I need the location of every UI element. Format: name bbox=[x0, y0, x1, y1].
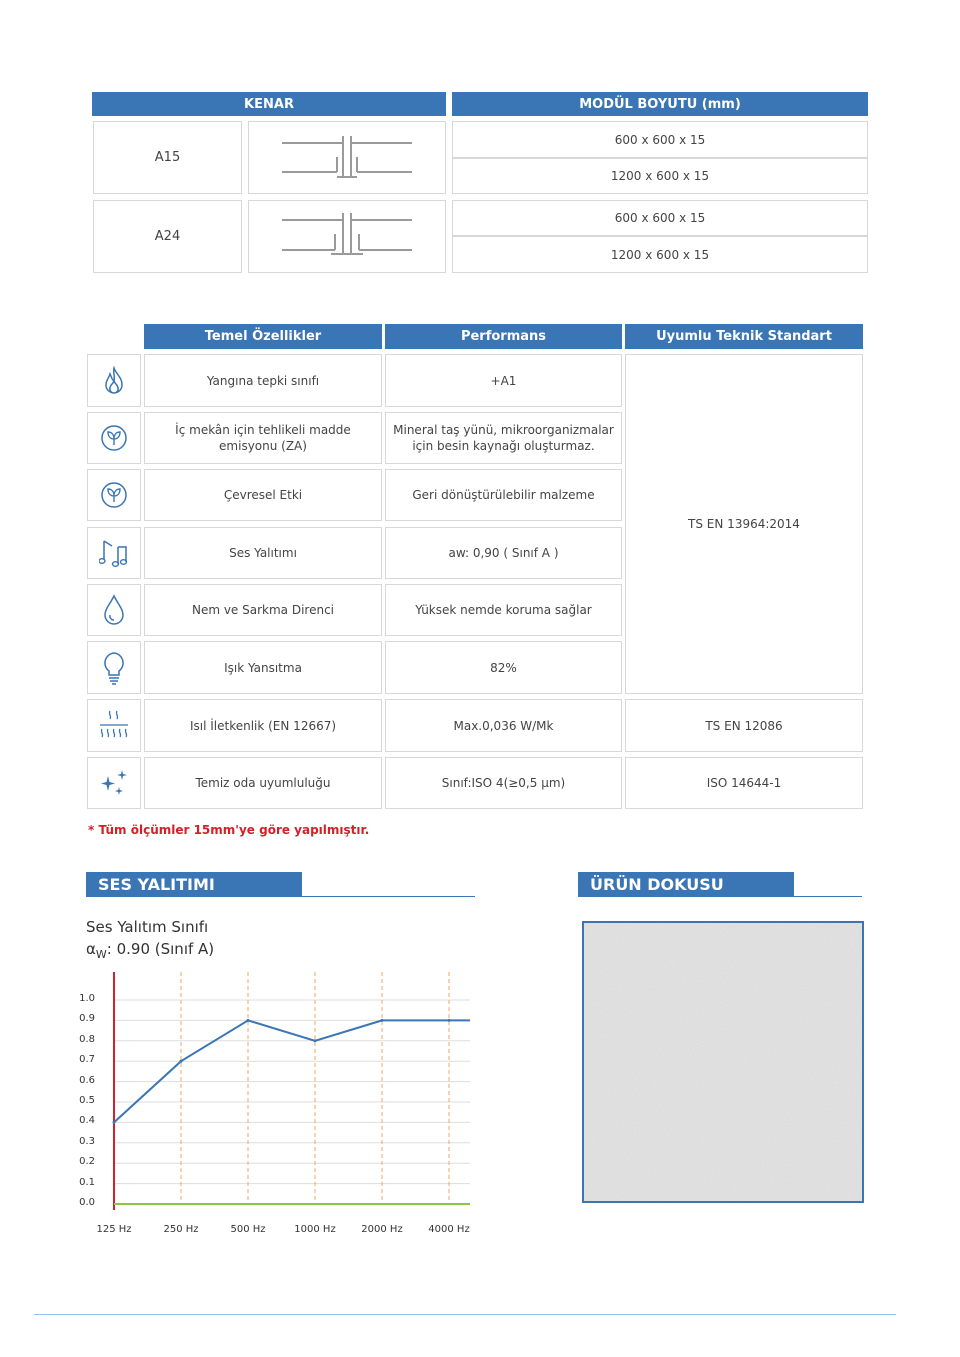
y-tick-label: 0.0 bbox=[79, 1197, 95, 1208]
texture-section-title: ÜRÜN DOKUSU bbox=[578, 872, 794, 896]
spec-property: Isıl İletkenlik (EN 12667) bbox=[144, 699, 382, 752]
x-tick-label: 1000 Hz bbox=[294, 1224, 336, 1235]
alpha-subscript: W bbox=[95, 948, 107, 961]
data-point bbox=[381, 1019, 384, 1022]
light-bulb-icon bbox=[102, 651, 126, 685]
x-tick-label: 250 Hz bbox=[163, 1224, 199, 1235]
spec-icon-cell bbox=[87, 527, 141, 579]
spec-performance: Yüksek nemde koruma sağlar bbox=[385, 584, 622, 636]
product-texture-image bbox=[582, 921, 864, 1203]
spec-icon-cell bbox=[87, 354, 141, 407]
alpha-value bbox=[86, 940, 214, 961]
spec-performance: +A1 bbox=[385, 354, 622, 407]
spec-property: Temiz oda uyumluluğu bbox=[144, 757, 382, 809]
a24-profile-drawing bbox=[248, 200, 446, 273]
spec-property: Nem ve Sarkma Direnci bbox=[144, 584, 382, 636]
alpha-symbol: α bbox=[86, 940, 96, 958]
performance-header: Performans bbox=[385, 324, 622, 349]
standard-header: Uyumlu Teknik Standart bbox=[625, 324, 863, 349]
measurement-footnote: * Tüm ölçümler 15mm'ye göre yapılmıştır. bbox=[88, 823, 370, 837]
y-tick-label: 0.6 bbox=[79, 1074, 95, 1086]
flame-icon bbox=[100, 366, 128, 396]
sparkle-icon bbox=[98, 768, 130, 798]
a15-profile-drawing bbox=[248, 121, 446, 194]
data-point bbox=[448, 1019, 451, 1022]
data-point bbox=[314, 1039, 317, 1042]
data-point bbox=[247, 1019, 250, 1022]
a24-size-1: 600 x 600 x 15 bbox=[452, 200, 868, 236]
spec-icon-cell bbox=[87, 584, 141, 636]
y-tick-label: 1.0 bbox=[79, 993, 95, 1004]
sound-section-underline bbox=[86, 896, 475, 897]
data-point bbox=[180, 1060, 183, 1063]
a15-size-2: 1200 x 600 x 15 bbox=[452, 158, 868, 194]
music-note-icon bbox=[99, 538, 129, 568]
spec-icon-cell bbox=[87, 469, 141, 521]
edge-type-a24: A24 bbox=[93, 200, 242, 273]
spec-performance: aw: 0,90 ( Sınıf A ) bbox=[385, 527, 622, 579]
sound-class-label: Ses Yalıtım Sınıfı bbox=[86, 918, 209, 936]
water-drop-icon bbox=[102, 594, 126, 626]
spec-property: Işık Yansıtma bbox=[144, 641, 382, 694]
spec-performance: Mineral taş yünü, mikroorganizmalar için besin kaynağı oluşturmaz. bbox=[385, 412, 622, 464]
sound-section-title: SES YALITIMI bbox=[86, 872, 302, 896]
y-tick-label: 0.7 bbox=[79, 1054, 95, 1066]
a24-profile-icon bbox=[277, 212, 417, 262]
y-tick-label: 0.4 bbox=[79, 1115, 95, 1127]
a15-size-1: 600 x 600 x 15 bbox=[452, 121, 868, 158]
spec-performance: Sınıf:ISO 4(≥0,5 µm) bbox=[385, 757, 622, 809]
spec-icon-cell bbox=[87, 757, 141, 809]
spec-property: Çevresel Etki bbox=[144, 469, 382, 521]
texture-section-underline bbox=[578, 896, 862, 897]
y-tick-label: 0.2 bbox=[79, 1156, 95, 1168]
a15-profile-icon bbox=[277, 133, 417, 183]
spec-icon-cell bbox=[87, 641, 141, 694]
spec-performance: Geri dönüştürülebilir malzeme bbox=[385, 469, 622, 521]
spec-icon-cell bbox=[87, 412, 141, 464]
spec-performance: Max.0,036 W/Mk bbox=[385, 699, 622, 752]
y-tick-label: 0.9 bbox=[79, 1013, 95, 1025]
y-tick-label: 0.5 bbox=[79, 1095, 95, 1106]
x-tick-label: 500 Hz bbox=[230, 1224, 266, 1235]
a24-size-2: 1200 x 600 x 15 bbox=[452, 236, 868, 273]
y-tick-label: 0.8 bbox=[79, 1033, 95, 1045]
alpha-class-text: : 0.90 (Sınıf A) bbox=[106, 940, 215, 958]
spec-performance: 82% bbox=[385, 641, 622, 694]
y-tick-label: 0.1 bbox=[79, 1176, 95, 1188]
footer-rule bbox=[34, 1314, 896, 1315]
spec-property: Ses Yalıtımı bbox=[144, 527, 382, 579]
heat-waves-icon bbox=[98, 709, 130, 743]
x-tick-label: 125 Hz bbox=[96, 1224, 132, 1235]
edge-type-a15: A15 bbox=[93, 121, 242, 194]
data-point bbox=[113, 1121, 116, 1124]
x-tick-label: 2000 Hz bbox=[361, 1224, 403, 1235]
absorption-series-line bbox=[114, 1020, 470, 1122]
spec-property: İç mekân için tehlikeli madde emisyonu (ZA) bbox=[144, 412, 382, 464]
spec-icon-cell bbox=[87, 699, 141, 752]
leaf-icon bbox=[100, 481, 128, 509]
module-size-header: MODÜL BOYUTU (mm) bbox=[452, 92, 868, 116]
spec-standard-merged: TS EN 13964:2014 bbox=[625, 354, 863, 694]
spec-standard: ISO 14644-1 bbox=[625, 757, 863, 809]
spec-standard: TS EN 12086 bbox=[625, 699, 863, 752]
x-tick-label: 4000 Hz bbox=[428, 1224, 470, 1235]
spec-property: Yangına tepki sınıfı bbox=[144, 354, 382, 407]
edge-header: KENAR bbox=[92, 92, 446, 116]
property-header: Temel Özellikler bbox=[144, 324, 382, 349]
y-tick-label: 0.3 bbox=[79, 1135, 95, 1147]
leaf-icon bbox=[100, 424, 128, 452]
